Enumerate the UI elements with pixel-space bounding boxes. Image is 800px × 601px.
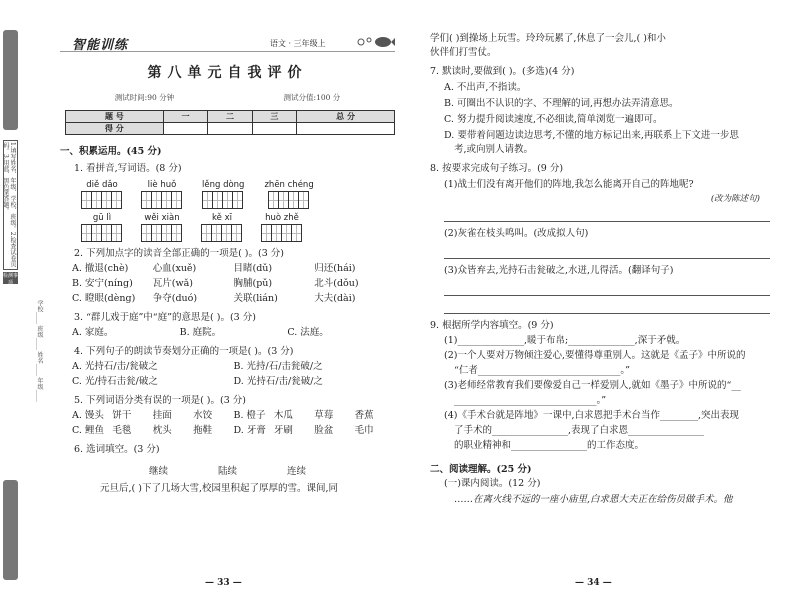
pinyin-group: zhēn chéng (264, 180, 313, 209)
sidebar-block-bottom (3, 480, 18, 580)
question-9: 9. 根据所学内容填空。(9 分) (430, 320, 554, 331)
q9-line: (2)一个人要对万物倾注爱心,要懂得尊重别人。这就是《孟子》中所说的 (444, 350, 746, 361)
q5-options-a: A. 馒头 饼干 挂面 水饺 B. 橙子 木瓜 草莓 香蕉 (72, 410, 374, 421)
q9-line: ______________________________。” (454, 395, 607, 406)
pinyin-group: wěi xiàn (142, 213, 182, 242)
score-cell[interactable] (163, 123, 207, 135)
sidebar-block-top (3, 30, 18, 130)
q6-continuation-2: 伙伴们打雪仗。 (430, 47, 497, 58)
char-box[interactable] (291, 224, 302, 242)
question-3: 3. “群儿戏于庭”中“庭”的意思是( )。(3 分) (74, 312, 256, 323)
q9-line: 了手术的________________,表现了白求恩________________ (454, 425, 705, 436)
q9-line: 的职业精神和________________的工作态度。 (454, 440, 645, 451)
left-page (60, 30, 395, 496)
answer-line[interactable] (444, 245, 770, 259)
test-time: 测试时间:90 分钟 (114, 93, 175, 102)
question-1: 1. 看拼音,写词语。(8 分) (74, 163, 182, 174)
answer-line[interactable] (444, 282, 770, 296)
char-box[interactable] (232, 191, 243, 209)
q4-options: A. 光持石/击/瓮破之 B. 光持/石/击瓮破/之 C. 光/持石击瓮/破之 D. 光持石/击/瓮破/之 (72, 361, 323, 387)
pinyin-row-1 (60, 180, 395, 209)
pinyin-group: kě xī (202, 213, 242, 242)
question-4: 4. 下列句子的朗读节奏划分正确的一项是( )。(3 分) (74, 346, 294, 357)
question-6: 6. 选词填空。(3 分) (74, 444, 160, 455)
pinyin-group: huò zhě (262, 213, 302, 242)
section-heading: 二、阅读理解。(25 分) (430, 464, 532, 475)
q9-line: (4)《手术台就是阵地》一课中,白求恩把手术台当作________,突出表现 (444, 410, 739, 421)
pinyin-row-2 (60, 213, 395, 242)
page-number-right: — 34 — (575, 578, 612, 588)
char-box[interactable] (171, 224, 182, 242)
pinyin-group: diě dǎo (82, 180, 122, 209)
q6-body: 元旦后,( )下了几场大雪,校园里积起了厚厚的雪。课间,同 (100, 483, 338, 494)
sub-heading: (一)课内阅读。(12 分) (444, 478, 541, 489)
question-7: 7. 默读时,要做到( )。(多选)(4 分) (430, 66, 575, 77)
pinyin-group: gū lì (82, 213, 122, 242)
char-box[interactable] (111, 224, 122, 242)
brand-title: 智能训练 (72, 38, 129, 53)
question-2: 2. 下列加点字的读音全部正确的一项是( )。(3 分) (74, 248, 284, 259)
answer-line[interactable] (444, 300, 770, 314)
word-choices: 继续 陆续 连续 (148, 466, 307, 477)
pinyin-group: lěng dòng (202, 180, 244, 209)
exam-meta (60, 92, 395, 103)
score-cell[interactable] (297, 123, 395, 135)
q7-option: A. 不出声,不指读。 (444, 82, 527, 93)
char-box[interactable] (231, 224, 242, 242)
pinyin-group: liè huǒ (142, 180, 182, 209)
char-box[interactable] (171, 191, 182, 209)
question-5: 5. 下列词语分类有误的一项是( )。(3 分) (74, 395, 246, 406)
q8-sentence-1: (1)战士们没有离开他们的阵地,我怎么能离开自己的阵地呢? (444, 179, 694, 190)
char-box[interactable] (111, 191, 122, 209)
sidebar-badge: 检测事项 (3, 273, 19, 286)
q5-options-c: C. 鲤鱼 毛毯 枕头 拖鞋 D. 牙膏 牙刷 脸盆 毛巾 (72, 425, 374, 436)
q9-line: (1)______________,暖于布帛;______________,深于矛戟。 (444, 335, 686, 346)
char-box[interactable] (298, 191, 309, 209)
table-cell: 题 号 (66, 111, 164, 123)
page-number-left: — 33 — (205, 578, 242, 588)
q9-line: “仁者______________________________。” (454, 365, 630, 376)
test-score: 测试分值:100 分 (283, 93, 341, 102)
options-b: B. 安宁(níng) 瓦片(wǎ) 胸脯(pǔ) 北斗(dǒu) (72, 278, 359, 289)
passage-text: ……在离火线不远的一座小庙里,白求恩大夫正在给伤员做手术。他 (454, 494, 733, 505)
q7-option: D. 要带着问题边读边思考,不懂的地方标记出来,再联系上下文进一步思 (444, 130, 739, 141)
page-title: 第八单元自我评价 (147, 65, 308, 81)
table-cell: 得 分 (66, 123, 164, 135)
q7-option: C. 努力提升阅读速度,不必细读,简单浏览一遍即可。 (444, 114, 663, 125)
section-heading: 一、积累运用。(45 分) (60, 146, 162, 157)
score-cell[interactable] (252, 123, 296, 135)
q8-sentence-3: (3)众皆弃去,光持石击瓮破之,水迸,儿得活。(翻译句子) (444, 265, 674, 276)
options-c: C. 瞪眼(dèng) 争夺(duó) 关联(lián) 大夫(dài) (72, 293, 356, 304)
options-a: A. 撤退(chè) 心血(xuě) 目睹(dǔ) 归还(hái) (72, 263, 356, 274)
q8-hint-1: (改为陈述句) (710, 194, 760, 204)
score-table (65, 110, 395, 135)
table-cell: 二 (208, 111, 252, 123)
fish-icon (355, 36, 395, 48)
table-cell: 三 (252, 111, 296, 123)
question-8: 8. 按要求完成句子练习。(9 分) (430, 163, 564, 174)
table-cell: 一 (163, 111, 207, 123)
q8-sentence-2: (2)灰雀在枝头鸣叫。(改成拟人句) (444, 228, 589, 239)
q9-line: (3)老师经常教育我们要像爱自己一样爱别人,就如《墨子》中所说的“__ (444, 380, 741, 391)
answer-line[interactable] (444, 208, 770, 222)
q6-continuation: 学们( )到操场上玩雪。玲玲玩累了,休息了一会儿,( )和小 (430, 33, 666, 44)
student-info-fields: 学校____ 班级____ 姓名____ 年级____ (36, 300, 43, 402)
score-cell[interactable] (208, 123, 252, 135)
right-page (430, 30, 770, 507)
q3-options: A. 家庭。 B. 庭院。 C. 法庭。 (72, 327, 329, 338)
q7-option: B. 可圈出不认识的字、不理解的词,再想办法弄清意思。 (444, 98, 679, 109)
table-cell: 总 分 (297, 111, 395, 123)
sidebar-notice: 1.填写姓名、年级、学校、班级。2.检查试卷页码。3.用蓝、黑色笔答题。 (3, 140, 18, 270)
page-header (60, 30, 395, 52)
q7-option-cont: 考,或向别人请教。 (454, 144, 534, 155)
binding-sidebar (0, 0, 22, 601)
subject-label: 语文 · 三年级上 (270, 39, 326, 48)
